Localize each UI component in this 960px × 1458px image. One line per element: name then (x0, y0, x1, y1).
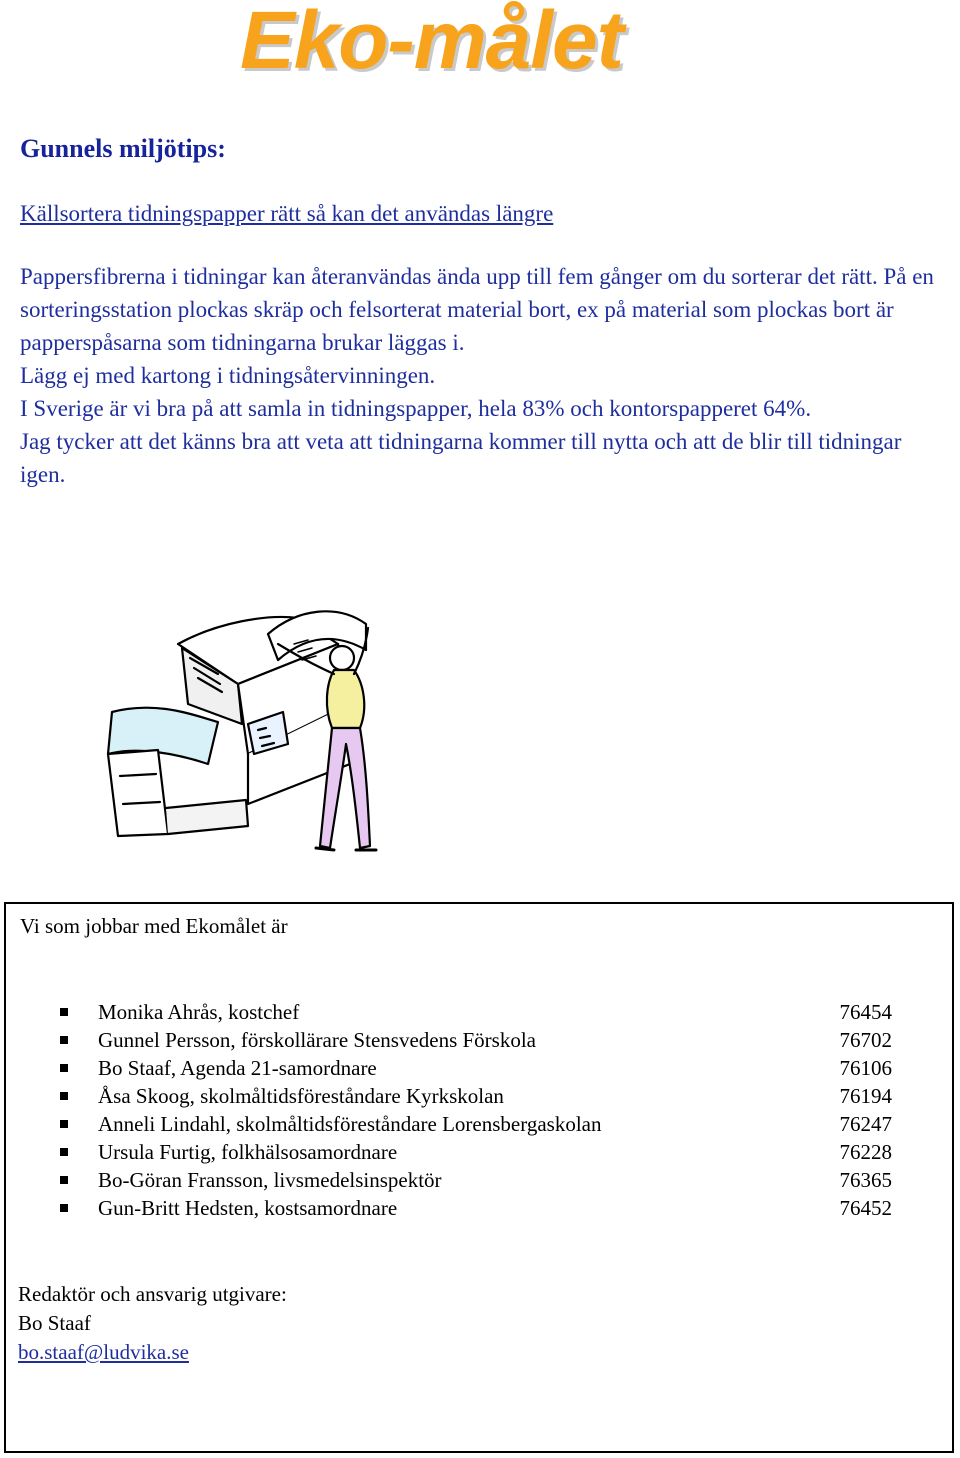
staff-phone: 76247 (839, 1111, 892, 1136)
staff-name: Åsa Skoog, skolmåltidsföreståndare Kyrkskolan (98, 1083, 504, 1108)
list-item (60, 998, 892, 1026)
bullet-icon (60, 1176, 68, 1184)
staff-phone: 76228 (839, 1139, 892, 1164)
list-item (60, 1194, 892, 1222)
list-item (60, 1110, 892, 1138)
staff-name: Ursula Furtig, folkhälsosamordnare (98, 1139, 398, 1164)
article-body (20, 260, 940, 491)
editor-email-link[interactable]: bo.staaf@ludvika.se (18, 1340, 189, 1364)
staff-phone: 76452 (839, 1195, 892, 1220)
staff-heading: Vi som jobbar med Ekomålet är (20, 914, 288, 938)
editor-label: Redaktör och ansvarig utgivare: (18, 1282, 287, 1306)
bullet-icon (60, 1036, 68, 1044)
list-item (60, 1166, 892, 1194)
bullet-icon (60, 1204, 68, 1212)
staff-phone: 76106 (839, 1055, 892, 1080)
list-item (60, 1082, 892, 1110)
staff-phone: 76194 (839, 1083, 892, 1108)
staff-phone: 76702 (839, 1027, 892, 1052)
bullet-icon (60, 1008, 68, 1016)
staff-name: Bo-Göran Fransson, livsmedelsinspektör (98, 1167, 442, 1192)
tips-heading: Gunnels miljötips: (20, 134, 226, 163)
man-with-printer-clipart-icon (98, 604, 428, 866)
staff-phone: 76365 (839, 1167, 892, 1192)
article-paragraph: Lägg ej med kartong i tidningsåtervinningen. (20, 363, 436, 388)
bullet-icon (60, 1120, 68, 1128)
staff-phone: 76454 (839, 999, 892, 1024)
article-paragraph: I Sverige är vi bra på att samla in tidningspapper, hela 83% och kontorspapperet 64%. (20, 396, 812, 421)
staff-name: Anneli Lindahl, skolmåltidsföreståndare Lorensbergaskolan (98, 1111, 602, 1136)
list-item (60, 1026, 892, 1054)
list-item (60, 1138, 892, 1166)
list-item (60, 1054, 892, 1082)
article-paragraph: Pappersfibrerna i tidningar kan återanvändas ända upp till fem gånger om du sorterar det rätt. På en sorteringsstation plockas skräp och felsorterat material bort, ex på material som plockas bort är papperspåsarna som tidningarna brukar läggas i. (20, 264, 934, 355)
bullet-icon (60, 1092, 68, 1100)
editor-block (18, 1280, 287, 1367)
editor-name: Bo Staaf (18, 1311, 91, 1335)
bullet-icon (60, 1064, 68, 1072)
article (20, 196, 940, 491)
staff-name: Gunnel Persson, förskollärare Stensvedens Förskola (98, 1027, 537, 1052)
staff-name: Bo Staaf, Agenda 21-samordnare (98, 1055, 377, 1080)
logo-text: Eko-målet (240, 0, 623, 86)
staff-name: Gun-Britt Hedsten, kostsamordnare (98, 1195, 398, 1220)
staff-name: Monika Ahrås, kostchef (98, 999, 300, 1024)
article-title: Källsortera tidningspapper rätt så kan det användas längre (20, 201, 554, 226)
eko-malet-logo (240, 0, 760, 96)
article-paragraph: Jag tycker att det känns bra att veta att tidningarna kommer till nytta och att de blir till tidningar igen. (20, 429, 902, 487)
staff-box (4, 902, 954, 1453)
staff-list (60, 998, 892, 1222)
bullet-icon (60, 1148, 68, 1156)
